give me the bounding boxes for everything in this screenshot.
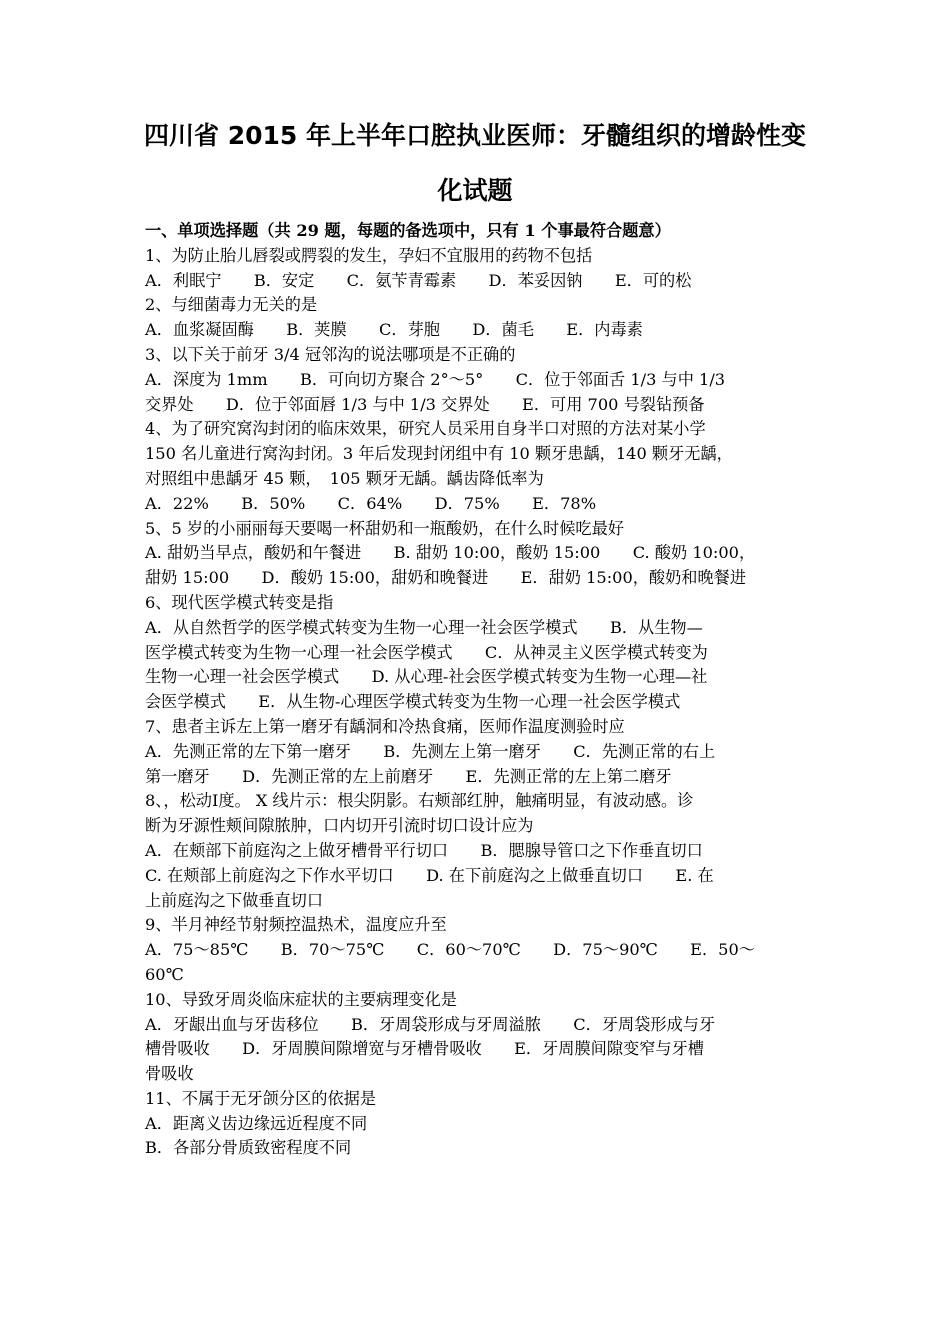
text-line: 会医学模式 E．从生物-心理医学模式转变为生物一心理一社会医学模式 (145, 692, 681, 712)
title-line-2: 化试题 (437, 176, 513, 205)
text-line: B．各部分骨质致密程度不同 (145, 1138, 352, 1158)
section-heading: 一、单项选择题（共 29 题，每题的备选项中，只有 1 个事最符合题意） (145, 221, 671, 240)
text-line: A．先测正常的左下第一磨牙 B．先测左上第一磨牙 C．先测正常的右上 (145, 741, 716, 761)
text-line: A．22% B．50% C．64% D．75% E．78% (145, 493, 597, 513)
text-line: 生物一心理一社会医学模式 D. 从心理-社会医学模式转变为生物一心理—社 (145, 667, 708, 687)
text-line: A．利眠宁 B．安定 C．氨苄青霉素 D．苯妥因钠 E．可的松 (145, 270, 692, 290)
text-line: A．75～85℃ B．70～75℃ C．60～70℃ D．75～90℃ E．50～ (145, 940, 755, 960)
text-line: 断为牙源性颊间隙脓肿，口内切开引流时切口设计应为 (145, 816, 534, 836)
document-title (140, 108, 810, 218)
text-line: 60℃ (145, 964, 184, 984)
text-line: 骨吸收 (145, 1064, 194, 1084)
text-line: A．从自然哲学的医学模式转变为生物一心理一社会医学模式 B．从生物— (145, 617, 703, 637)
text-line: 交界处 D．位于邻面唇 1/3 与中 1/3 交界处 E．可用 700 号裂钻预备 (145, 394, 705, 414)
document-body (145, 219, 813, 1161)
text-line: A．距离义齿边缘远近程度不同 (145, 1113, 368, 1133)
text-line: A. 甜奶当早点，酸奶和午餐进 B. 甜奶 10:00，酸奶 15:00 C. 酸奶 10:00， (145, 543, 756, 563)
text-line: 7、患者主诉左上第一磨牙有龋洞和冷热食痛，医师作温度测验时应 (145, 716, 625, 736)
text-line: 5、5 岁的小丽丽每天要喝一杯甜奶和一瓶酸奶，在什么时候吃最好 (145, 518, 624, 538)
text-line: 3、以下关于前牙 3/4 冠邻沟的说法哪项是不正确的 (145, 344, 516, 364)
text-line: 2、与细菌毒力无关的是 (145, 295, 318, 315)
text-line: 4、为了研究窝沟封闭的临床效果，研究人员采用自身半口对照的方法对某小学 (145, 419, 706, 439)
text-line: 8、，松动Ⅰ度。 X 线片示：根尖阴影。右颊部红肿，触痛明显，有波动感。诊 (145, 791, 694, 811)
text-line: 1、为防止胎儿唇裂或腭裂的发生，孕妇不宜服用的药物不包括 (145, 245, 593, 265)
text-line: A．血浆凝固酶 B．荚膜 C．芽胞 D．菌毛 E．内毒素 (145, 320, 643, 340)
text-line: 第一磨牙 D．先测正常的左上前磨牙 E．先测正常的左上第二磨牙 (145, 766, 672, 786)
text-line: 甜奶 15:00 D．酸奶 15:00，甜奶和晚餐进 E．甜奶 15:00，酸奶和晚餐进 (145, 568, 747, 588)
text-line: C. 在颊部上前庭沟之下作水平切口 D. 在下前庭沟之上做垂直切口 E. 在 (145, 865, 714, 885)
text-line: 11、不属于无牙颌分区的依据是 (145, 1088, 377, 1108)
text-line: 对照组中患龋牙 45 颗， 105 颗牙无龋。龋齿降低率为 (145, 468, 544, 488)
text-line: 9、半月神经节射频控温热术，温度应升至 (145, 915, 447, 935)
text-line: A．牙龈出血与牙齿移位 B．牙周袋形成与牙周溢脓 C．牙周袋形成与牙 (145, 1014, 716, 1034)
text-line: 医学模式转变为生物一心理一社会医学模式 C．从神灵主义医学模式转变为 (145, 642, 708, 662)
text-line: 150 名儿童进行窝沟封闭。3 年后发现封闭组中有 10 颗牙患龋，140 颗牙无龋， (145, 444, 733, 464)
title-line-1: 四川省 2015 年上半年口腔执业医师：牙髓组织的增龄性变 (144, 121, 806, 150)
text-line: A．在颊部下前庭沟之上做牙槽骨平行切口 B．腮腺导管口之下作垂直切口 (145, 840, 703, 860)
text-line: 10、导致牙周炎临床症状的主要病理变化是 (145, 989, 457, 1009)
text-line: 上前庭沟之下做垂直切口 (145, 890, 324, 910)
text-line: A．深度为 1mm B．可向切方聚合 2°～5° C．位于邻面舌 1/3 与中 1/3 (145, 369, 726, 389)
text-line: 6、现代医学模式转变是指 (145, 592, 334, 612)
text-line: 槽骨吸收 D．牙周膜间隙增宽与牙槽骨吸收 E．牙周膜间隙变窄与牙槽 (145, 1039, 704, 1059)
